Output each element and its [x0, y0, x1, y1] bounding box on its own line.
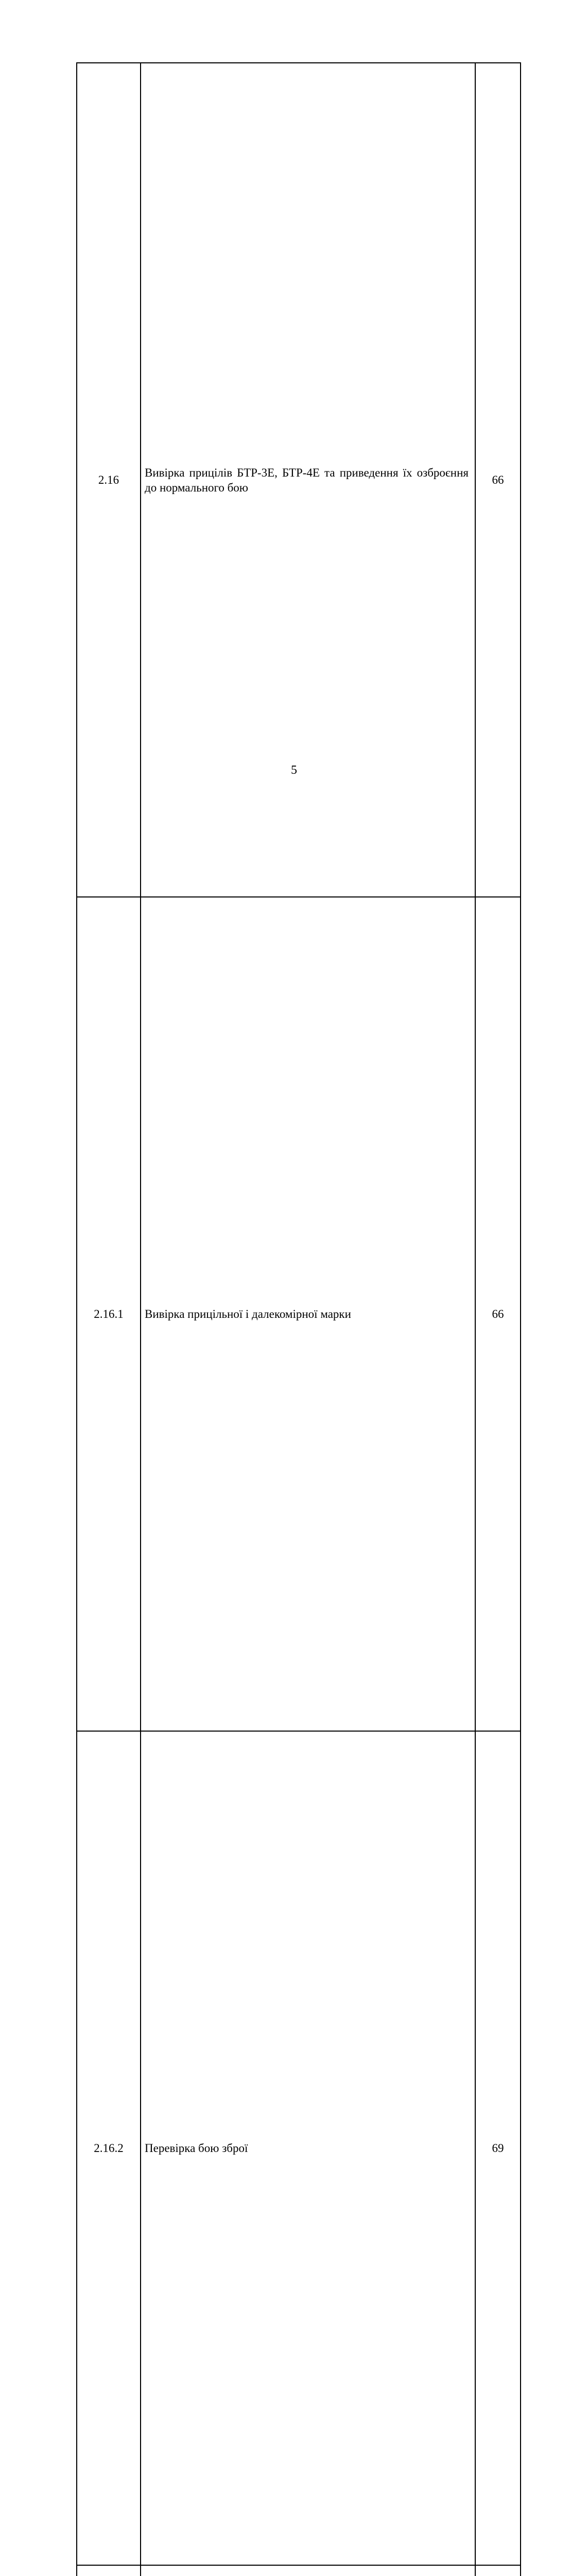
toc-section-number: 2.16 [77, 63, 141, 897]
table-row [77, 1731, 521, 2565]
toc-page-number: 69 [475, 1731, 521, 2565]
toc-page-number: 66 [475, 63, 521, 897]
toc-table-body [77, 63, 521, 2576]
toc-table [76, 62, 521, 2576]
toc-entry-title: Вивірка прицільної і далекомірної марки [141, 897, 475, 1731]
toc-entry-title [141, 2565, 475, 2576]
toc-page-number [475, 2565, 521, 2576]
page-number: 5 [291, 764, 297, 777]
toc-entry-title: Вивірка прицілів БТР-3Е, БТР-4Е та приведення їх озброєння до нормального бою [141, 63, 475, 897]
toc-entry-title: Перевірка бою зброї [141, 1731, 475, 2565]
toc-section-number [77, 2565, 141, 2576]
toc-page-number: 66 [475, 897, 521, 1731]
table-row [77, 2565, 521, 2576]
toc-section-number: 2.16.2 [77, 1731, 141, 2565]
toc-section-number: 2.16.1 [77, 897, 141, 1731]
table-row [77, 897, 521, 1731]
